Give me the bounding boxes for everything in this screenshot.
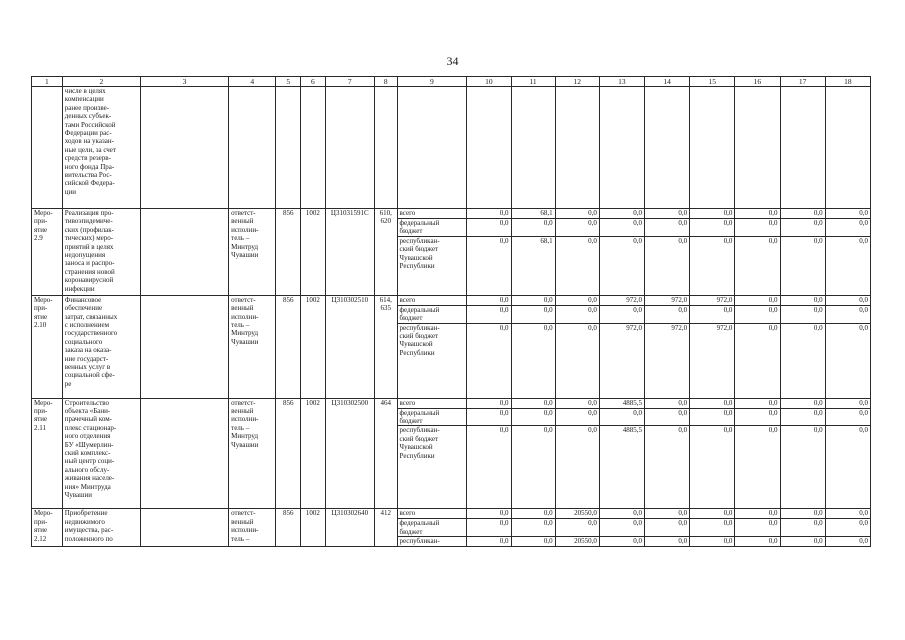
funding-source: всего [397,509,467,519]
amount-year-1: 0,0 [467,295,511,305]
amount-year-7: 0,0 [735,219,780,237]
column-number-18: 18 [825,77,870,87]
amount-year-8: 0,0 [780,209,825,219]
cell-col-7 [325,87,374,209]
cell-col-1 [32,87,63,209]
amount-year-9: 0,0 [825,408,870,426]
amount-year-7: 0,0 [735,408,780,426]
measure-csr: Ц310302500 [325,398,374,509]
measure-name: Строительство объекта «Бани- прачечный ком- плекс стационар- ного отделения БУ «Шумерлин- ский комплекс- ный центр соци- ального обслу- живания населе- ния» Минтруда Чувашии [62,398,140,509]
amount-year-1: 0,0 [467,408,511,426]
amount-year-2: 0,0 [511,519,555,537]
amount-year-9: 0,0 [825,295,870,305]
amount-year-8: 0,0 [780,519,825,537]
measure-label: Меро- при- ятие 2.12 [32,509,63,547]
amount-year-5: 0,0 [644,219,689,237]
funding-source: федеральный бюджет [397,305,467,323]
table-row [32,295,871,305]
column-number-17: 17 [780,77,825,87]
amount-year-5: 0,0 [644,398,689,408]
column-number-9: 9 [397,77,467,87]
amount-year-3: 0,0 [555,519,599,537]
amount-year-4: 0,0 [599,219,644,237]
amount-year-2: 0,0 [511,219,555,237]
measure-vr: 412 [374,509,397,547]
table-row [32,398,871,408]
amount-year-6: 0,0 [690,398,735,408]
amount-year-7: 0,0 [735,519,780,537]
column-number-2: 2 [62,77,140,87]
amount-year-7: 0,0 [735,426,780,509]
column-number-8: 8 [374,77,397,87]
funding-source: республикан- ский бюджет Чувашской Республики [397,426,467,509]
amount-year-3: 20550,0 [555,509,599,519]
measure-co-executor [140,295,228,398]
amount-year-2: 0,0 [511,295,555,305]
amount-year-5: 0,0 [644,236,689,295]
amount-year-2: 0,0 [511,408,555,426]
amount-year-5: 0,0 [644,426,689,509]
amount-year-1: 0,0 [467,323,511,398]
amount-year-7: 0,0 [735,509,780,519]
cell-col-8 [374,87,397,209]
amount-year-1: 0,0 [467,236,511,295]
amount-year-1: 0,0 [467,219,511,237]
amount-year-2: 0,0 [511,537,555,547]
page-number: 34 [446,54,459,68]
funding-source: республикан- ский бюджет Чувашской Республики [397,236,467,295]
amount-year-6: 972,0 [690,295,735,305]
measure-label: Меро- при- ятие 2.11 [32,398,63,509]
amount-year-1: 0,0 [467,537,511,547]
cell-col-15 [690,87,735,209]
amount-year-2: 68,1 [511,209,555,219]
measure-rzpr: 1002 [301,209,326,296]
column-number-10: 10 [467,77,511,87]
amount-year-1: 0,0 [467,305,511,323]
amount-year-9: 0,0 [825,426,870,509]
amount-year-2: 0,0 [511,305,555,323]
amount-year-4: 0,0 [599,519,644,537]
funding-source: федеральный бюджет [397,408,467,426]
amount-year-9: 0,0 [825,209,870,219]
amount-year-5: 0,0 [644,305,689,323]
amount-year-5: 0,0 [644,509,689,519]
amount-year-2: 68,1 [511,236,555,295]
amount-year-5: 0,0 [644,408,689,426]
amount-year-4: 972,0 [599,295,644,305]
column-number-7: 7 [325,77,374,87]
amount-year-8: 0,0 [780,236,825,295]
amount-year-9: 0,0 [825,519,870,537]
amount-year-8: 0,0 [780,398,825,408]
amount-year-8: 0,0 [780,408,825,426]
measure-co-executor [140,398,228,509]
cell-col-17 [780,87,825,209]
funding-source: всего [397,209,467,219]
measure-responsible: ответст- венный исполни- тель – Минтруд Чувашии [229,295,276,398]
measure-rzpr: 1002 [301,398,326,509]
amount-year-7: 0,0 [735,209,780,219]
measure-co-executor [140,209,228,296]
table-body [32,77,871,547]
amount-year-6: 0,0 [690,408,735,426]
amount-year-9: 0,0 [825,398,870,408]
amount-year-9: 0,0 [825,537,870,547]
amount-year-6: 0,0 [690,236,735,295]
column-number-15: 15 [690,77,735,87]
amount-year-9: 0,0 [825,305,870,323]
amount-year-6: 0,0 [690,537,735,547]
amount-year-7: 0,0 [735,295,780,305]
measure-grbs: 856 [276,398,301,509]
amount-year-2: 0,0 [511,509,555,519]
amount-year-4: 0,0 [599,509,644,519]
amount-year-2: 0,0 [511,398,555,408]
amount-year-9: 0,0 [825,219,870,237]
cell-col-13 [599,87,644,209]
measure-grbs: 856 [276,295,301,398]
measure-responsible: ответст- венный исполни- тель – [229,509,276,547]
cell-col-4 [229,87,276,209]
cell-col-18 [825,87,870,209]
amount-year-4: 4885,5 [599,398,644,408]
amount-year-3: 0,0 [555,295,599,305]
amount-year-5: 972,0 [644,295,689,305]
amount-year-6: 0,0 [690,426,735,509]
column-number-6: 6 [301,77,326,87]
funding-source: федеральный бюджет [397,219,467,237]
amount-year-6: 0,0 [690,219,735,237]
column-number-row [32,77,871,87]
cell-col-6 [301,87,326,209]
measure-responsible: ответст- венный исполни- тель – Минтруд Чувашии [229,209,276,296]
amount-year-1: 0,0 [467,209,511,219]
amount-year-3: 0,0 [555,209,599,219]
measure-co-executor [140,509,228,547]
amount-year-4: 0,0 [599,537,644,547]
amount-year-3: 0,0 [555,236,599,295]
amount-year-4: 0,0 [599,408,644,426]
cell-col-5 [276,87,301,209]
cell-col-9 [397,87,467,209]
amount-year-4: 972,0 [599,323,644,398]
measure-vr: 464 [374,398,397,509]
measure-vr: 610, 620 [374,209,397,296]
amount-year-7: 0,0 [735,305,780,323]
amount-year-4: 0,0 [599,305,644,323]
amount-year-6: 972,0 [690,323,735,398]
amount-year-8: 0,0 [780,219,825,237]
column-number-5: 5 [276,77,301,87]
funding-source: республикан- [397,537,467,547]
measure-grbs: 856 [276,209,301,296]
measure-responsible: ответст- венный исполни- тель – Минтруд Чувашии [229,398,276,509]
amount-year-3: 20550,0 [555,537,599,547]
amount-year-5: 0,0 [644,519,689,537]
amount-year-7: 0,0 [735,323,780,398]
funding-source: республикан- ский бюджет Чувашской Республики [397,323,467,398]
amount-year-1: 0,0 [467,426,511,509]
column-number-4: 4 [229,77,276,87]
column-number-3: 3 [140,77,228,87]
cell-col-16 [735,87,780,209]
measure-rzpr: 1002 [301,295,326,398]
measure-csr: Ц31031591С [325,209,374,296]
continuation-row [32,87,871,209]
amount-year-7: 0,0 [735,236,780,295]
continuation-name: числе в целях компенсации ранее произве- денных субъек- тами Российской Федерации рас- ходов на указан- ные цели, за счет средств резерв- ного фонда Пра- вительства Рос- сийской Федера- ции [62,87,140,209]
cell-col-10 [467,87,511,209]
amount-year-4: 4885,5 [599,426,644,509]
table-row [32,209,871,219]
amount-year-8: 0,0 [780,323,825,398]
budget-table [31,76,871,547]
amount-year-2: 0,0 [511,323,555,398]
funding-source: всего [397,398,467,408]
amount-year-5: 0,0 [644,209,689,219]
amount-year-8: 0,0 [780,305,825,323]
amount-year-8: 0,0 [780,295,825,305]
amount-year-6: 0,0 [690,509,735,519]
column-number-11: 11 [511,77,555,87]
amount-year-8: 0,0 [780,537,825,547]
measure-name: Приобретение недвижимого имущества, рас- положенного по [62,509,140,547]
funding-source: федеральный бюджет [397,519,467,537]
column-number-1: 1 [32,77,63,87]
column-number-16: 16 [735,77,780,87]
amount-year-4: 0,0 [599,236,644,295]
amount-year-3: 0,0 [555,408,599,426]
amount-year-7: 0,0 [735,398,780,408]
measure-csr: Ц310302510 [325,295,374,398]
amount-year-3: 0,0 [555,305,599,323]
measure-rzpr: 1002 [301,509,326,547]
measure-label: Меро- при- ятие 2.10 [32,295,63,398]
amount-year-9: 0,0 [825,236,870,295]
amount-year-3: 0,0 [555,323,599,398]
cell-col-11 [511,87,555,209]
amount-year-3: 0,0 [555,426,599,509]
amount-year-1: 0,0 [467,509,511,519]
measure-csr: Ц310302640 [325,509,374,547]
cell-col-3 [140,87,228,209]
amount-year-3: 0,0 [555,219,599,237]
measure-name: Реализация про- тивоэпидемиче- ских (профилак- тических) меро- приятий в целях недопущения заноса и распро- странения новой коронавирусной инфекции [62,209,140,296]
amount-year-9: 0,0 [825,509,870,519]
funding-source: всего [397,295,467,305]
amount-year-4: 0,0 [599,209,644,219]
amount-year-6: 0,0 [690,209,735,219]
column-number-14: 14 [644,77,689,87]
cell-col-12 [555,87,599,209]
measure-vr: 614, 635 [374,295,397,398]
amount-year-8: 0,0 [780,426,825,509]
measure-label: Меро- при- ятие 2.9 [32,209,63,296]
amount-year-6: 0,0 [690,519,735,537]
amount-year-7: 0,0 [735,537,780,547]
amount-year-6: 0,0 [690,305,735,323]
amount-year-5: 0,0 [644,537,689,547]
measure-name: Финансовое обеспечение затрат, связанных с исполнением государственного социального заказа на оказа- ние государст- венных услуг в социальной сфе- ре [62,295,140,398]
column-number-13: 13 [599,77,644,87]
amount-year-8: 0,0 [780,509,825,519]
amount-year-1: 0,0 [467,519,511,537]
table-row [32,509,871,519]
measure-grbs: 856 [276,509,301,547]
amount-year-5: 972,0 [644,323,689,398]
column-number-12: 12 [555,77,599,87]
amount-year-2: 0,0 [511,426,555,509]
cell-col-14 [644,87,689,209]
amount-year-3: 0,0 [555,398,599,408]
amount-year-9: 0,0 [825,323,870,398]
amount-year-1: 0,0 [467,398,511,408]
